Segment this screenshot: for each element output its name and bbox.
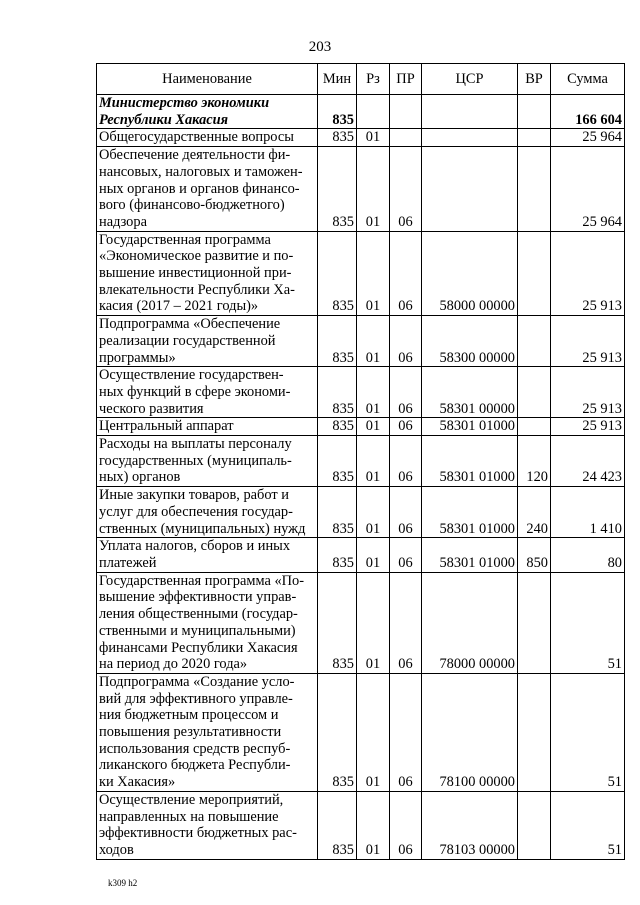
row-vr: 240 <box>518 487 551 538</box>
table-row <box>97 147 625 232</box>
row-csr: 58301 00000 <box>422 367 518 418</box>
row-rz: 01 <box>357 231 390 316</box>
row-name: Иные закупки товаров, работ и услуг для обеспечения государ- ственных (муниципальных) нужд <box>97 487 318 538</box>
row-name: Расходы на выплаты персоналу государственных (муниципаль- ных) органов <box>97 436 318 487</box>
row-pr: 06 <box>390 791 422 859</box>
header-sum: Сумма <box>551 64 625 95</box>
header-min: Мин <box>318 64 357 95</box>
row-pr: 06 <box>390 231 422 316</box>
row-min: 835 <box>318 487 357 538</box>
row-rz: 01 <box>357 673 390 791</box>
row-sum: 51 <box>551 673 625 791</box>
row-name: Общегосударственные вопросы <box>97 129 318 147</box>
header-csr: ЦСР <box>422 64 518 95</box>
table-row <box>97 538 625 572</box>
row-rz: 01 <box>357 538 390 572</box>
table-row <box>97 791 625 859</box>
row-min: 835 <box>318 572 357 673</box>
row-pr: 06 <box>390 487 422 538</box>
row-name: Государственная программа «По- вышение эффективности управ- ления общественными (государ- ственными и муниципальными) финансами Республики Хакасия на период до 2020 года» <box>97 572 318 673</box>
row-name: Государственная программа «Экономическое развитие и по- вышение инвестиционной при- влекательности Республики Ха- касия (2017 – 2021 годы)» <box>97 231 318 316</box>
row-rz: 01 <box>357 791 390 859</box>
row-min: 835 <box>318 147 357 232</box>
row-pr <box>390 95 422 129</box>
header-rz: Рз <box>357 64 390 95</box>
table-row <box>97 572 625 673</box>
row-min: 835 <box>318 418 357 436</box>
footer-code: k309 h2 <box>108 878 138 888</box>
row-pr: 06 <box>390 418 422 436</box>
row-vr <box>518 367 551 418</box>
row-rz: 01 <box>357 316 390 367</box>
row-csr <box>422 95 518 129</box>
table-header-row <box>97 64 625 95</box>
row-pr: 06 <box>390 673 422 791</box>
row-sum: 51 <box>551 791 625 859</box>
row-csr <box>422 129 518 147</box>
table-row <box>97 367 625 418</box>
row-name: Осуществление мероприятий, направленных на повышение эффективности бюджетных рас- ходов <box>97 791 318 859</box>
row-vr: 120 <box>518 436 551 487</box>
table-row <box>97 487 625 538</box>
row-csr: 78100 00000 <box>422 673 518 791</box>
row-vr <box>518 572 551 673</box>
table-row <box>97 129 625 147</box>
row-csr <box>422 147 518 232</box>
header-vr: ВР <box>518 64 551 95</box>
row-name: Центральный аппарат <box>97 418 318 436</box>
table-row <box>97 436 625 487</box>
row-csr: 58301 01000 <box>422 436 518 487</box>
row-sum: 24 423 <box>551 436 625 487</box>
row-name: Осуществление государствен- ных функций в сфере экономи- ческого развития <box>97 367 318 418</box>
row-min: 835 <box>318 316 357 367</box>
row-pr <box>390 129 422 147</box>
row-rz: 01 <box>357 572 390 673</box>
row-csr: 78103 00000 <box>422 791 518 859</box>
row-sum: 51 <box>551 572 625 673</box>
row-vr <box>518 316 551 367</box>
row-csr: 58301 01000 <box>422 418 518 436</box>
row-sum: 25 913 <box>551 367 625 418</box>
row-min: 835 <box>318 791 357 859</box>
table-row <box>97 418 625 436</box>
header-pr: ПР <box>390 64 422 95</box>
row-sum: 25 913 <box>551 231 625 316</box>
row-csr: 58000 00000 <box>422 231 518 316</box>
table-row <box>97 316 625 367</box>
row-vr <box>518 147 551 232</box>
row-min: 835 <box>318 673 357 791</box>
row-pr: 06 <box>390 436 422 487</box>
row-sum: 1 410 <box>551 487 625 538</box>
row-rz: 01 <box>357 367 390 418</box>
row-sum: 80 <box>551 538 625 572</box>
row-csr: 58301 01000 <box>422 487 518 538</box>
row-vr <box>518 673 551 791</box>
header-name: Наименование <box>97 64 318 95</box>
row-rz <box>357 95 390 129</box>
page-number: 203 <box>308 39 332 55</box>
table-row <box>97 95 625 129</box>
row-min: 835 <box>318 367 357 418</box>
row-sum: 25 964 <box>551 147 625 232</box>
table-row <box>97 673 625 791</box>
row-sum: 25 913 <box>551 418 625 436</box>
row-name: Подпрограмма «Создание усло- вий для эффективного управле- ния бюджетным процессом и повышения результативности использования средств респуб- ликанского бюджета Республи- ки Хакасия» <box>97 673 318 791</box>
row-min: 835 <box>318 538 357 572</box>
row-min: 835 <box>318 129 357 147</box>
row-pr: 06 <box>390 538 422 572</box>
row-vr <box>518 95 551 129</box>
row-rz: 01 <box>357 436 390 487</box>
row-rz: 01 <box>357 129 390 147</box>
row-pr: 06 <box>390 316 422 367</box>
row-vr <box>518 231 551 316</box>
row-name: Подпрограмма «Обеспечение реализации государственной программы» <box>97 316 318 367</box>
row-sum: 25 913 <box>551 316 625 367</box>
row-min: 835 <box>318 436 357 487</box>
row-pr: 06 <box>390 147 422 232</box>
row-min: 835 <box>318 95 357 129</box>
row-min: 835 <box>318 231 357 316</box>
row-rz: 01 <box>357 487 390 538</box>
row-pr: 06 <box>390 572 422 673</box>
row-sum: 166 604 <box>551 95 625 129</box>
budget-table <box>96 63 625 860</box>
row-csr: 78000 00000 <box>422 572 518 673</box>
row-pr: 06 <box>390 367 422 418</box>
row-rz: 01 <box>357 147 390 232</box>
row-vr <box>518 418 551 436</box>
row-csr: 58301 01000 <box>422 538 518 572</box>
row-name: Обеспечение деятельности фи- нансовых, налоговых и таможен- ных органов и органов финансо- вого (финансово-бюджетного) надзора <box>97 147 318 232</box>
row-csr: 58300 00000 <box>422 316 518 367</box>
row-rz: 01 <box>357 418 390 436</box>
row-sum: 25 964 <box>551 129 625 147</box>
row-vr: 850 <box>518 538 551 572</box>
row-vr <box>518 791 551 859</box>
table-row <box>97 231 625 316</box>
row-name: Министерство экономики Республики Хакасия <box>97 95 318 129</box>
row-vr <box>518 129 551 147</box>
row-name: Уплата налогов, сборов и иных платежей <box>97 538 318 572</box>
